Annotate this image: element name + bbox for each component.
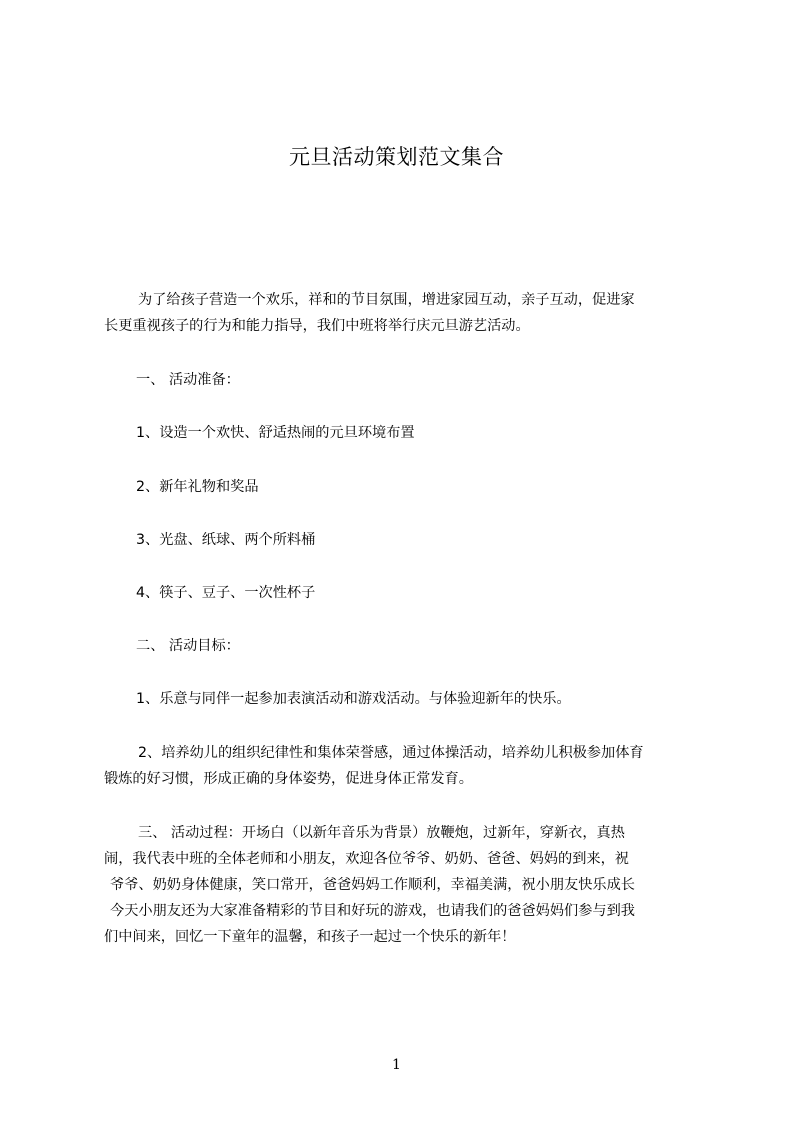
section-3-line-3: 爷爷、奶奶身体健康，笑口常开，爸爸妈妈工作顺利，幸福美满，祝小朋友快乐成长 [110, 877, 635, 893]
goal-2-line-2: 锻炼的好习惯，形成正确的身体姿势，促进身体正常发育。 [104, 771, 473, 787]
goal-2-line-1: 2、培养幼儿的组织纪律性和集体荣誉感，通过体操活动，培养幼儿积极参加体育 [138, 745, 644, 761]
document-title: 元旦活动策划范文集合 [289, 145, 504, 169]
section-2-heading: 二、 活动目标： [136, 638, 240, 654]
section-3-paragraph [104, 820, 704, 950]
section-3-line-4: 今天小朋友还为大家准备精彩的节目和好玩的游戏，也请我们的爸爸妈妈们参与到我 [110, 903, 635, 919]
goal-item-2 [104, 740, 704, 792]
section-1-heading: 一、 活动准备： [136, 372, 240, 388]
section-3-line-2: 闹，我代表中班的全体老师和小朋友，欢迎各位爷爷、奶奶、爸爸、妈妈的到来，祝 [104, 851, 629, 867]
prep-item-3: 3、光盘、纸球、两个所料桶 [136, 532, 316, 548]
goal-item-1: 1、乐意与同伴一起参加表演活动和游戏活动。与体验迎新年的快乐。 [136, 691, 571, 707]
intro-paragraph [104, 287, 704, 339]
prep-item-4: 4、筷子、豆子、一次性杯子 [136, 585, 316, 601]
prep-item-1: 1、设造一个欢快、舒适热闹的元旦环境布置 [136, 425, 415, 441]
page-number: 1 [392, 1057, 401, 1073]
intro-line-1: 为了给孩子营造一个欢乐，祥和的节目氛围，增进家园互动，亲子互动，促进家 [138, 292, 635, 308]
section-3-line-5: 们中间来，回忆一下童年的温馨，和孩子一起过一个快乐的新年！ [104, 929, 516, 945]
prep-item-2: 2、新年礼物和奖品 [136, 479, 259, 495]
intro-line-2: 长更重视孩子的行为和能力指导，我们中班将举行庆元旦游艺活动。 [104, 318, 530, 334]
section-3-line-1: 三、 活动过程：开场白（以新年音乐为背景）放鞭炮，过新年，穿新衣，真热 [138, 825, 625, 841]
